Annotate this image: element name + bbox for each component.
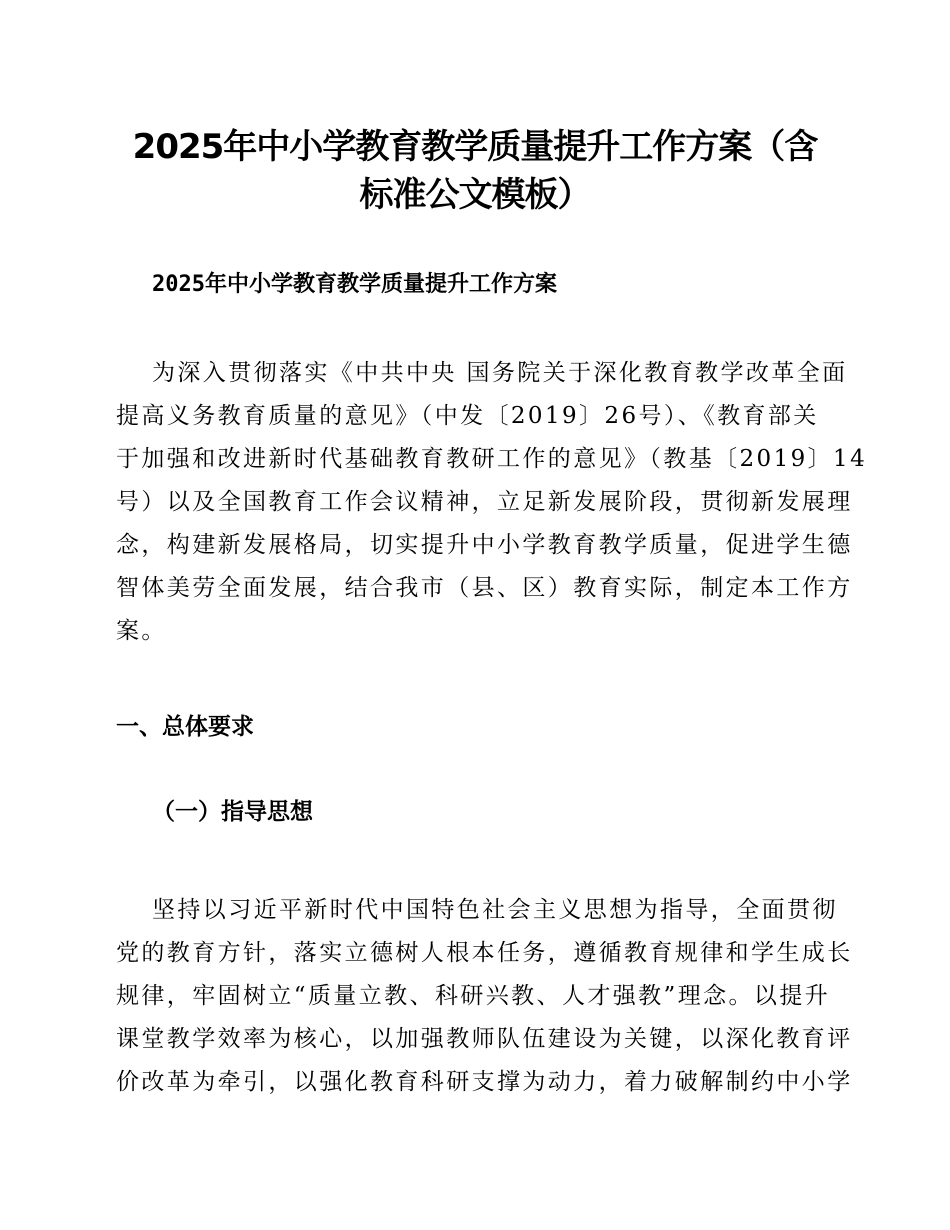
intro-line: 于加强和改进新时代基础教育教研工作的意见》（教基〔2019〕14: [116, 446, 868, 472]
guiding-line: 课堂教学效率为核心，以加强教师队伍建设为关键，以深化教育评: [116, 1026, 853, 1052]
document-title: [95, 123, 855, 219]
intro-line: 念，构建新发展格局，切实提升中小学教育教学质量，促进学生德: [116, 532, 853, 558]
guiding-line: 党的教育方针，落实立德树人根本任务，遵循教育规律和学生成长: [116, 940, 853, 966]
intro-line: 案。: [116, 618, 167, 644]
document-title-line-2: 标准公文模板）: [359, 175, 591, 215]
intro-line: 智体美劳全面发展，结合我市（县、区）教育实际，制定本工作方: [116, 575, 853, 601]
document-subtitle: 2025年中小学教育教学质量提升工作方案: [152, 272, 557, 297]
subsection-heading-guiding-ideology: （一）指导思想: [152, 799, 313, 825]
intro-line: 为深入贯彻落实《中共中央 国务院关于深化教育教学改革全面: [152, 360, 848, 386]
guiding-line: 规律，牢固树立“质量立教、科研兴教、人才强教”理念。以提升: [116, 983, 831, 1009]
intro-line: 号）以及全国教育工作会议精神，立足新发展阶段，贯彻新发展理: [116, 489, 853, 515]
intro-paragraph: [116, 352, 868, 653]
intro-line: 提高义务教育质量的意见》（中发〔2019〕26号）、《教育部关: [116, 403, 819, 429]
document-title-line-1: 2025年中小学教育教学质量提升工作方案（含: [132, 127, 818, 167]
section-heading-general-requirements: 一、总体要求: [116, 714, 254, 740]
guiding-line: 价改革为牵引，以强化教育科研支撑为动力，着力破解制约中小学: [116, 1069, 853, 1095]
guiding-line: 坚持以习近平新时代中国特色社会主义思想为指导，全面贯彻: [152, 897, 838, 923]
guiding-paragraph: [116, 889, 853, 1104]
